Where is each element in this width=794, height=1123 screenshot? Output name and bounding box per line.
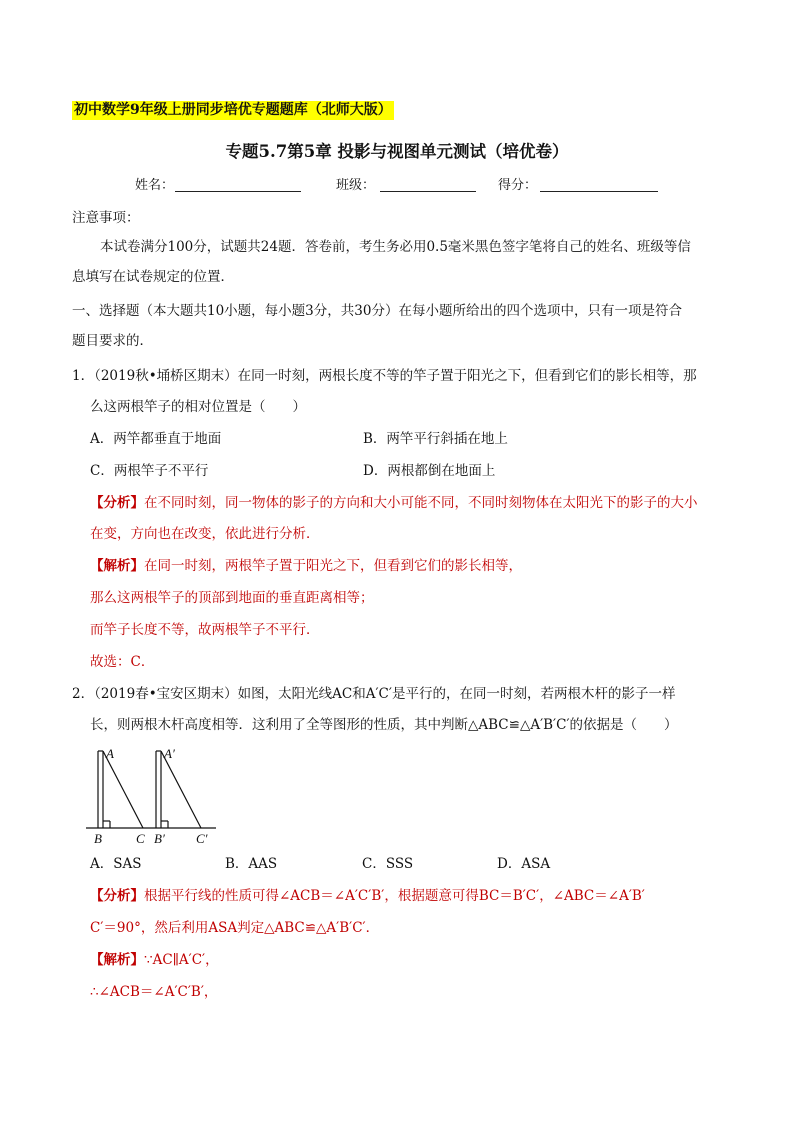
notes-line: 本试卷满分100分，试题共24题．答卷前，考生务必用0.5毫米黑色签字笔将自己的姓名、班级等信 [100,239,691,255]
name-field[interactable] [175,191,301,192]
analysis-tag: 【分析】 [90,888,144,904]
page-title: 专题5.7第5章 投影与视图单元测试（培优卷） [225,142,569,161]
class-field[interactable] [380,191,476,192]
q1-option-d[interactable]: D．两根都倒在地面上 [363,463,496,479]
q1-stem: 么这两根竿子的相对位置是（ ） [90,399,306,415]
solution-tag: 【解析】 [90,952,144,968]
q2-option-d[interactable]: D．ASA [497,856,551,872]
name-label: 姓名： [135,178,175,193]
q2-analysis: C′＝90°，然后利用ASA判定△ABC≌△A′B′C′． [90,920,380,936]
label-b: B [94,831,102,846]
q2-option-c[interactable]: C．SSS [362,856,414,872]
q1-option-b[interactable]: B．两竿平行斜插在地上 [363,431,508,447]
score-field[interactable] [540,191,658,192]
q1-option-c[interactable]: C．两根竿子不平行 [90,463,209,479]
q2-solution: 【解析】∵AC∥A′C′， [90,952,219,968]
label-a: A [106,746,114,761]
section-heading: 一、选择题（本大题共10小题，每小题3分，共30分）在每小题所给出的四个选项中，只有一项是符合 [72,303,682,319]
notes-line: 息填写在试卷规定的位置． [72,269,234,285]
header-tag: 初中数学9年级上册同步培优专题题库（北师大版） [74,102,392,118]
class-label: 班级： [336,178,376,193]
section-heading: 题目要求的． [72,333,153,349]
solution-tag: 【解析】 [90,558,144,574]
q1-analysis: 【分析】在不同时刻，同一物体的影子的方向和大小可能不同，不同时刻物体在太阳光下的影子的大小 [90,495,698,511]
ray-a2c2 [161,751,201,828]
q1-answer: 故选：C． [90,654,155,670]
label-c: C [136,831,145,846]
label-c-prime: C′ [196,831,208,846]
q1-solution: 而竿子长度不等，故两根竿子不平行． [90,622,320,638]
score-label: 得分： [498,178,538,193]
q2-stem: 2．（2019春•宝安区期末）如图，太阳光线AC和A′C′是平行的，在同一时刻，若两根木杆的影子一样 [72,686,676,702]
label-a-prime: A′ [164,746,175,761]
q2-option-a[interactable]: A．SAS [90,856,142,872]
shadow-diagram [86,745,226,850]
q2-option-b[interactable]: B．AAS [225,856,278,872]
notes-heading: 注意事项： [72,210,140,226]
ray-ac [103,751,143,828]
q1-solution: 【解析】在同一时刻，两根竿子置于阳光之下，但看到它们的影长相等， [90,558,522,574]
label-b-prime: B′ [154,831,165,846]
q1-analysis: 在变，方向也在改变，依此进行分析． [90,526,320,542]
q1-option-a[interactable]: A．两竿都垂直于地面 [90,431,222,447]
q1-solution: 那么这两根竿子的顶部到地面的垂直距离相等； [90,590,374,606]
q1-stem: 1．（2019秋•埇桥区期末）在同一时刻，两根长度不等的竿子置于阳光之下，但看到它们的影长相等，那 [72,368,697,384]
q2-analysis: 【分析】根据平行线的性质可得∠ACB＝∠A′C′B′，根据题意可得BC＝B′C′，∠ABC＝∠A′B′ [90,888,645,904]
analysis-tag: 【分析】 [90,495,144,511]
q2-stem: 长，则两根木杆高度相等．这利用了全等图形的性质，其中判断△ABC≌△A′B′C′的依据是（ ） [90,717,678,733]
q2-solution: ∴∠ACB＝∠A′C′B′， [90,984,218,1000]
